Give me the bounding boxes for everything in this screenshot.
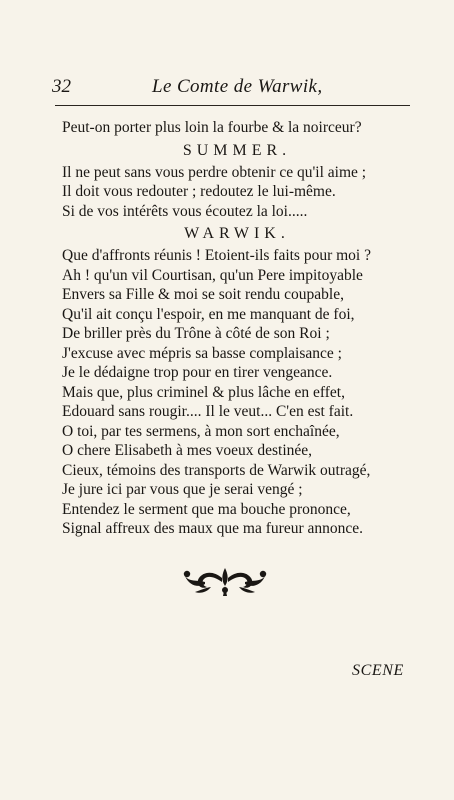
verse-line: Entendez le serment que ma bouche prononce,: [62, 500, 351, 518]
verse-line: O toi, par tes sermens, à mon sort enchaînée,: [62, 422, 340, 440]
play-text: [62, 118, 422, 539]
verse-line: Qu'il ait conçu l'espoir, en me manquant de foi,: [62, 305, 355, 323]
catchword: SCENE: [352, 662, 404, 679]
verse-line: Signal affreux des maux que ma fureur annonce.: [62, 520, 363, 537]
page-number: 32: [52, 76, 71, 97]
speaker-name-warwik: WARWIK.: [184, 225, 290, 242]
verse-line: Je le dédaigne trop pour en tirer vengeance.: [62, 364, 333, 381]
verse-line: Cieux, témoins des transports de Warwik outragé,: [62, 461, 371, 479]
verse-line: Que d'affronts réunis ! Etoient-ils faits pour moi ?: [62, 247, 371, 264]
header-rule: [55, 105, 410, 106]
running-title: Le Comte de Warwik,: [152, 76, 323, 97]
verse-line: Envers sa Fille & moi se soit rendu coupable,: [62, 286, 344, 303]
verse-line: Edouard sans rougir.... Il le veut... C'en est fait.: [62, 403, 354, 420]
verse-line: Il doit vous redouter ; redoutez le lui-même.: [62, 183, 336, 200]
verse-line: Mais que, plus criminel & plus lâche en effet,: [62, 383, 345, 401]
verse-line: O chere Elisabeth à mes voeux destinée,: [62, 442, 313, 459]
speaker-name-summer: SUMMER.: [182, 141, 292, 159]
fleuron-ornament-icon: [175, 560, 275, 600]
verse-line: J'excuse avec mépris sa basse complaisance ;: [62, 344, 342, 362]
verse-line: Je jure ici par vous que je serai vengé ;: [62, 481, 303, 498]
verse-line: Ah ! qu'un vil Courtisan, qu'un Pere impitoyable: [62, 266, 363, 284]
verse-line: Peut-on porter plus loin la fourbe & la noirceur?: [62, 119, 362, 136]
verse-line: Si de vos intérêts vous écoutez la loi.....: [62, 202, 308, 220]
verse-line: Il ne peut sans vous perdre obtenir ce qu'il aime ;: [62, 163, 367, 181]
verse-line: De briller près du Trône à côté de son Roi ;: [62, 325, 330, 342]
page-header: [52, 76, 412, 100]
